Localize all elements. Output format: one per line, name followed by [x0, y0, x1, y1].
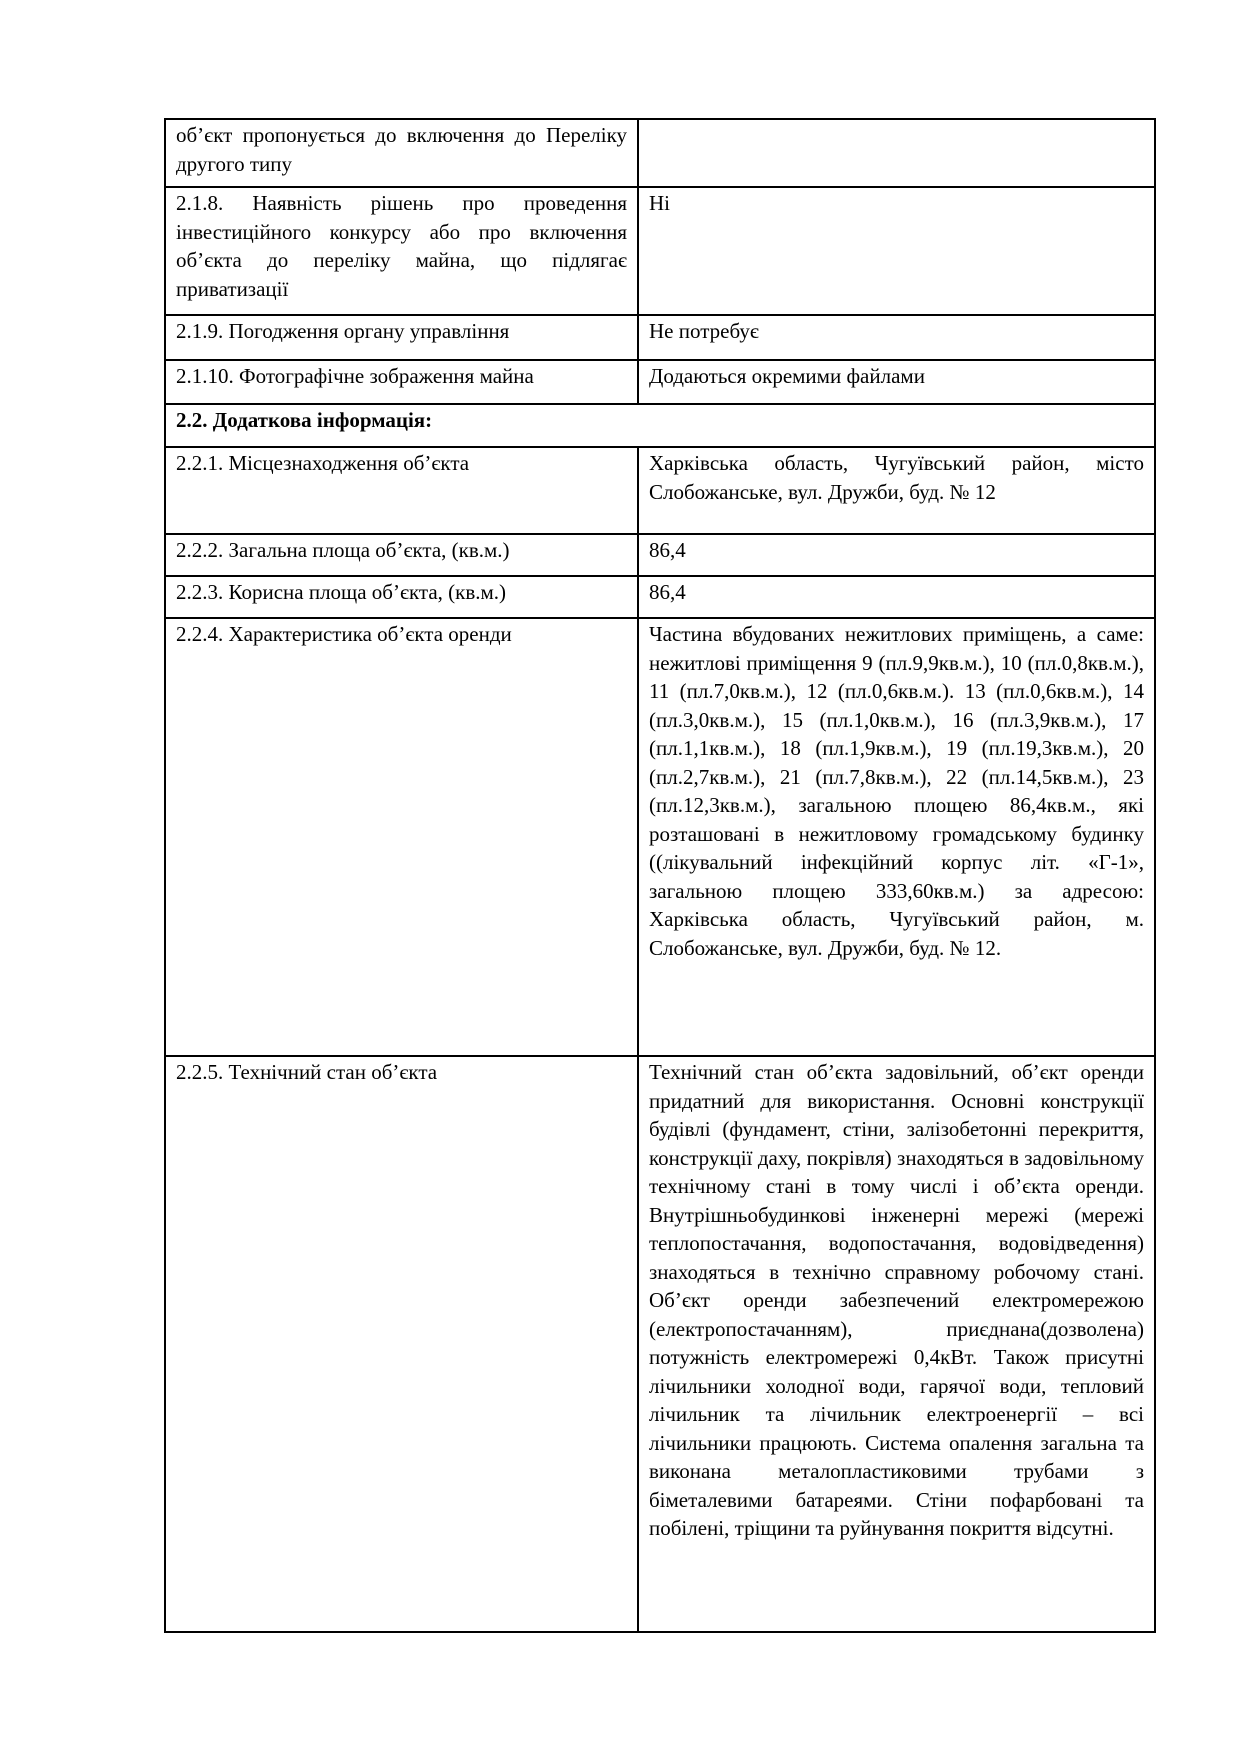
- table-row: [165, 576, 1155, 618]
- table-row: [165, 534, 1155, 576]
- row-label: 2.2.5. Технічний стан об’єкта: [165, 1056, 638, 1632]
- row-label: 2.2.3. Корисна площа об’єкта, (кв.м.): [165, 576, 638, 618]
- table-row: [165, 1056, 1155, 1632]
- table-row: [165, 119, 1155, 187]
- table-row: [165, 447, 1155, 534]
- row-value: Харківська область, Чугуївський район, місто Слобожанське, вул. Дружби, буд. № 12: [638, 447, 1155, 534]
- row-value: 86,4: [638, 576, 1155, 618]
- row-label: 2.2.1. Місцезнаходження об’єкта: [165, 447, 638, 534]
- row-value: [638, 119, 1155, 187]
- table-row: [165, 187, 1155, 315]
- table-row: [165, 360, 1155, 404]
- row-label: 2.1.9. Погодження органу управління: [165, 315, 638, 360]
- row-value: Частина вбудованих нежитлових приміщень, а саме: нежитлові приміщення 9 (пл.9,9кв.м.), 10 (пл.0,8кв.м.), 11 (пл.7,0кв.м.), 12 (пл.0,6кв.м.). 13 (пл.0,6кв.м.), 14 (пл.3,0кв.м.), 15 (пл.1,0кв.м.), 16 (пл.3,9кв.м.), 17 (пл.1,1кв.м.), 18 (пл.1,9кв.м.), 19 (пл.19,3кв.м.), 20 (пл.2,7кв.м.), 21 (пл.7,8кв.м.), 22 (пл.14,5кв.м.), 23 (пл.12,3кв.м.), загальною площею 86,4кв.м., які розташовані в нежитловому громадському будинку ((лікувальний інфекційний корпус літ. «Г-1», загальною площею 333,60кв.м.) за адресою: Харківська область, Чугуївський район, м. Слобожанське, вул. Дружби, буд. № 12.: [638, 618, 1155, 1056]
- row-value: Технічний стан об’єкта задовільний, об’єкт оренди придатний для використання. Основні конструкції будівлі (фундамент, стіни, залізобетонні перекриття, конструкції даху, покрівля) знаходяться в задовільному технічному стані в тому числі і об’єкта оренди. Внутрішньобудинкові інженерні мережі (мережі теплопостачання, водопостачання, водовідведення) знаходяться в технічно справному робочому стані. Об’єкт оренди забезпечений електромережою (електропостачанням), приєднана(дозволена) потужність електромережі 0,4кВт. Також присутні лічильники холодної води, гарячої води, тепловий лічильник та лічильник електроенергії – всі лічильники працюють. Система опалення загальна та виконана металопластиковими трубами з біметалевими батареями. Стіни пофарбовані та побілені, тріщини та руйнування покриття відсутні.: [638, 1056, 1155, 1632]
- row-value: Не потребує: [638, 315, 1155, 360]
- row-value: Додаються окремими файлами: [638, 360, 1155, 404]
- row-label: об’єкт пропонується до включення до Переліку другого типу: [165, 119, 638, 187]
- section-header-row: [165, 404, 1155, 447]
- row-value: 86,4: [638, 534, 1155, 576]
- table-row: [165, 618, 1155, 1056]
- property-info-table: [164, 118, 1156, 1633]
- section-title: 2.2. Додаткова інформація:: [165, 404, 1155, 447]
- row-label: 2.1.10. Фотографічне зображення майна: [165, 360, 638, 404]
- table-row: [165, 315, 1155, 360]
- row-label: 2.1.8. Наявність рішень про проведення інвестиційного конкурсу або про включення об’єкта до переліку майна, що підлягає приватизації: [165, 187, 638, 315]
- row-value: Ні: [638, 187, 1155, 315]
- row-label: 2.2.2. Загальна площа об’єкта, (кв.м.): [165, 534, 638, 576]
- row-label: 2.2.4. Характеристика об’єкта оренди: [165, 618, 638, 1056]
